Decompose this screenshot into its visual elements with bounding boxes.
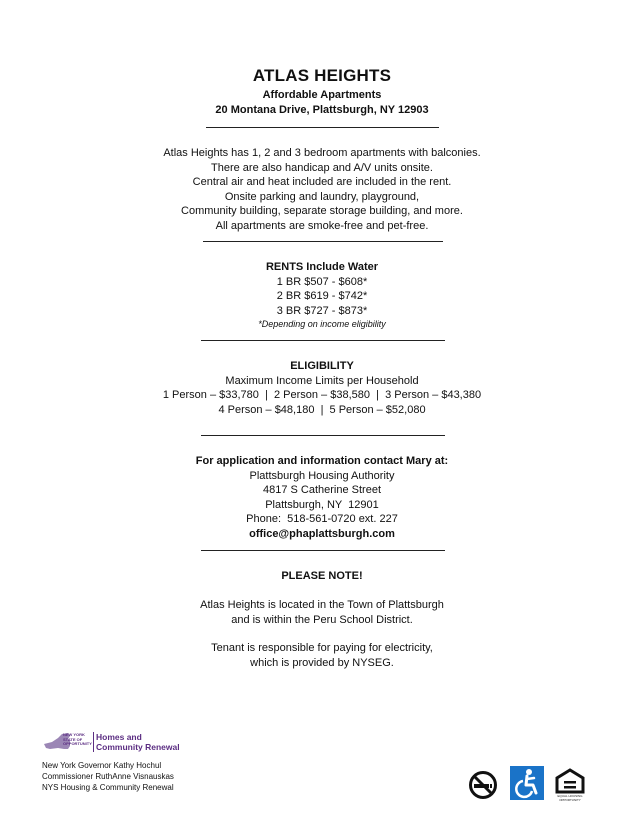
divider [206,127,439,128]
contact-email[interactable]: office@phaplattsburgh.com [249,528,395,540]
income-limits-line: 1 Person – $33,780 | 2 Person – $38,580 | 3 Person – $43,380 [162,389,482,402]
rents-heading: RENTS Include Water [265,261,379,273]
description-line: There are also handicap and A/V units onsite. [211,161,433,174]
description-line: Atlas Heights has 1, 2 and 3 bedroom apartments with balconies. [163,147,481,159]
contact-phone: Phone: 518-561-0720 ext. 227 [246,513,398,526]
logo-divider [93,732,94,752]
note-line: Atlas Heights is located in the Town of Plattsburgh [200,599,444,611]
note-heading: PLEASE NOTE! [281,570,363,582]
note-line: and is within the Peru School District. [231,613,413,626]
rent-item: 1 BR $507 - $608* [276,275,368,288]
logo-agency [96,732,180,752]
description-line: Onsite parking and laundry, playground, [224,190,420,203]
property-address: 20 Montana Drive, Plattsburgh, NY 12903 [215,104,429,116]
rents-note: *Depending on income eligibility [258,319,386,329]
divider [201,435,445,436]
description-line: All apartments are smoke-free and pet-free. [215,220,429,232]
contact-street: 4817 S Catherine Street [262,484,382,497]
note-line: Tenant is responsible for paying for electricity, [211,642,433,654]
logo-state-text: NEW YORK STATE OF OPPORTUNITY [63,732,92,746]
footer-credit: NYS Housing & Community Renewal [42,783,174,792]
eho-caption: EQUAL HOUSING OPPORTUNITY [557,794,583,802]
eligibility-subheading: Maximum Income Limits per Household [225,374,419,387]
divider [201,550,445,551]
page-subtitle: Affordable Apartments [262,89,382,101]
no-smoking-icon [468,770,498,800]
logo-agency-line: Homes and [96,732,142,742]
footer-credit: Commissioner RuthAnne Visnauskas [42,772,174,781]
footer-credit: New York Governor Kathy Hochul [42,761,162,770]
note-line: which is provided by NYSEG. [250,656,394,669]
eligibility-heading: ELIGIBILITY [290,360,354,372]
contact-city: Plattsburgh, NY 12901 [265,498,379,511]
page-title: ATLAS HEIGHTS [252,66,392,85]
logo-agency-line: Community Renewal [96,742,180,752]
contact-heading: For application and information contact Mary at: [195,455,449,467]
hcr-logo [42,730,182,756]
accessibility-icon [510,766,544,800]
description-line: Central air and heat included are included in the rent. [192,176,452,189]
rent-item: 2 BR $619 - $742* [276,290,368,303]
divider [201,340,445,341]
rent-item: 3 BR $727 - $873* [276,304,368,317]
description-line: Community building, separate storage building, and more. [181,205,463,218]
income-limits-line: 4 Person – $48,180 | 5 Person – $52,080 [218,403,426,416]
divider [203,241,443,242]
contact-org: Plattsburgh Housing Authority [249,469,395,482]
